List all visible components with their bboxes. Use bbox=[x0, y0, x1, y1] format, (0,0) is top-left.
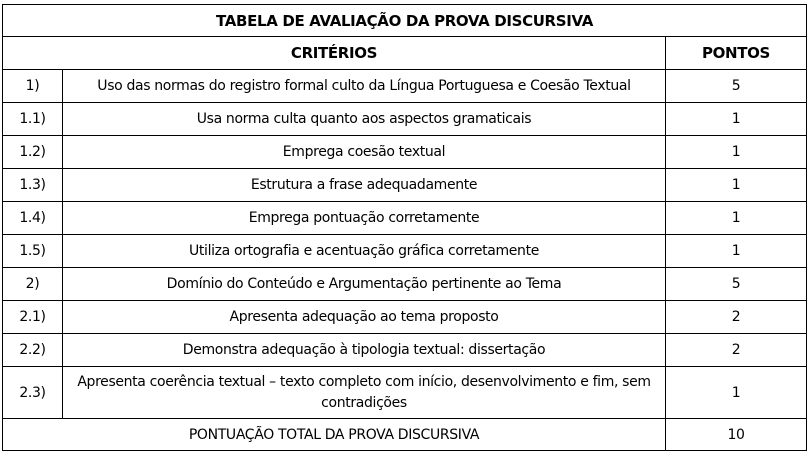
table-row bbox=[3, 301, 807, 334]
criterion-points: 2 bbox=[666, 334, 807, 367]
table-row bbox=[3, 103, 807, 136]
criterion-number: 1) bbox=[3, 70, 63, 103]
criterion-description: Apresenta adequação ao tema proposto bbox=[63, 301, 666, 334]
table-row bbox=[3, 169, 807, 202]
evaluation-table bbox=[2, 4, 807, 451]
criterion-number: 2.3) bbox=[3, 367, 63, 419]
criterion-points: 1 bbox=[666, 235, 807, 268]
table-title-row bbox=[3, 5, 807, 37]
criterion-description: Usa norma culta quanto aos aspectos gramaticais bbox=[63, 103, 666, 136]
total-label: PONTUAÇÃO TOTAL DA PROVA DISCURSIVA bbox=[3, 419, 666, 451]
table-row bbox=[3, 235, 807, 268]
table-row bbox=[3, 268, 807, 301]
table-row bbox=[3, 70, 807, 103]
criterion-number: 1.1) bbox=[3, 103, 63, 136]
criterion-description: Emprega pontuação corretamente bbox=[63, 202, 666, 235]
criterion-points: 1 bbox=[666, 103, 807, 136]
criterion-number: 1.2) bbox=[3, 136, 63, 169]
table-row bbox=[3, 202, 807, 235]
criterion-points: 5 bbox=[666, 268, 807, 301]
criterion-description: Utiliza ortografia e acentuação gráfica corretamente bbox=[63, 235, 666, 268]
criterion-points: 1 bbox=[666, 136, 807, 169]
table-title: TABELA DE AVALIAÇÃO DA PROVA DISCURSIVA bbox=[3, 5, 807, 37]
criterion-description: Uso das normas do registro formal culto da Língua Portuguesa e Coesão Textual bbox=[63, 70, 666, 103]
criterion-number: 2.2) bbox=[3, 334, 63, 367]
criterion-description: Apresenta coerência textual – texto completo com início, desenvolvimento e fim, sem contradições bbox=[63, 367, 666, 419]
points-header: PONTOS bbox=[666, 37, 807, 70]
criterion-number: 2.1) bbox=[3, 301, 63, 334]
criterion-points: 2 bbox=[666, 301, 807, 334]
criterion-points: 1 bbox=[666, 202, 807, 235]
table-row bbox=[3, 367, 807, 419]
table-row bbox=[3, 136, 807, 169]
criteria-header: CRITÉRIOS bbox=[3, 37, 666, 70]
criterion-description: Estrutura a frase adequadamente bbox=[63, 169, 666, 202]
total-row bbox=[3, 419, 807, 451]
table-row bbox=[3, 334, 807, 367]
criterion-description: Domínio do Conteúdo e Argumentação pertinente ao Tema bbox=[63, 268, 666, 301]
criterion-points: 1 bbox=[666, 367, 807, 419]
table-header-row bbox=[3, 37, 807, 70]
criterion-number: 1.4) bbox=[3, 202, 63, 235]
criterion-description: Demonstra adequação à tipologia textual: dissertação bbox=[63, 334, 666, 367]
criterion-number: 1.3) bbox=[3, 169, 63, 202]
criterion-number: 1.5) bbox=[3, 235, 63, 268]
criterion-description: Emprega coesão textual bbox=[63, 136, 666, 169]
criterion-number: 2) bbox=[3, 268, 63, 301]
criterion-points: 5 bbox=[666, 70, 807, 103]
criterion-points: 1 bbox=[666, 169, 807, 202]
total-points: 10 bbox=[666, 419, 807, 451]
